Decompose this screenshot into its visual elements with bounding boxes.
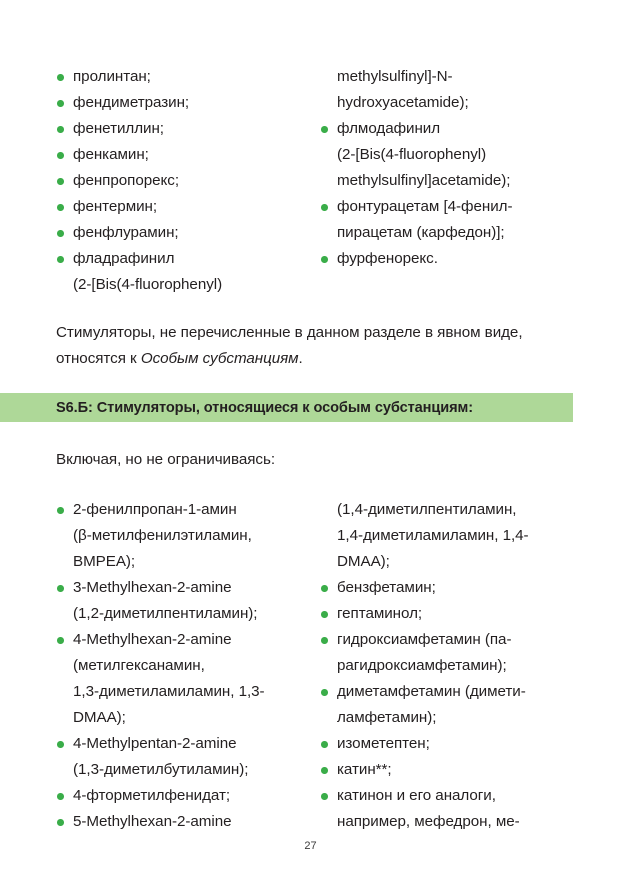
- note-line-2-italic: Особым субстанциям: [140, 350, 299, 367]
- list-item: 4-Methylpentan-2-amine: [56, 731, 316, 757]
- section-header-label: S6.Б: Стимуляторы, относящиеся к особым субстанциям:: [56, 399, 473, 416]
- list-item: 3-Methylhexan-2-amine: [56, 575, 316, 601]
- list-item-continuation: например, мефедрон, ме-: [337, 813, 520, 830]
- note-line-2-plain: виде, относятся к: [56, 324, 523, 367]
- list-top-left-column: [56, 64, 316, 298]
- note-line-1: Стимуляторы, не перечисленные в данном разделе в явном: [56, 324, 481, 341]
- list-item-continuation: DMAA);: [73, 709, 126, 726]
- list-item-continuation: (1,4-диметилпентиламин,: [337, 501, 517, 518]
- list-item-continuation: (2-[Bis(4-fluorophenyl): [73, 276, 223, 293]
- list-item: бензфетамин;: [320, 575, 580, 601]
- list-item: фенпропорекс;: [56, 168, 316, 194]
- list-item: гептаминол;: [320, 601, 580, 627]
- list-item: фенфлурамин;: [56, 220, 316, 246]
- list-item: изометептен;: [320, 731, 580, 757]
- note-line-2-tail: .: [298, 350, 303, 367]
- note-paragraph: [56, 320, 574, 372]
- list-bottom-left-column: [56, 497, 316, 835]
- list-item-continuation: hydroxyacetamide);: [337, 94, 469, 111]
- list-item-continuation: methylsulfinyl]-N-: [337, 68, 453, 85]
- list-item: 4-фторметилфенидат;: [56, 783, 316, 809]
- list-item: катин**;: [320, 757, 580, 783]
- intro-paragraph-text: Включая, но не ограничиваясь:: [56, 451, 275, 468]
- list-item-continuation: рагидроксиамфетамин);: [337, 657, 507, 674]
- list-item: фендиметразин;: [56, 90, 316, 116]
- list-item-continuation: (метилгексанамин,: [73, 657, 205, 674]
- list-item: фонтурацетам [4-фенил-: [320, 194, 580, 220]
- list-item: катинон и его аналоги,: [320, 783, 580, 809]
- list-top-right-column: [320, 64, 580, 298]
- list-item-continuation: (1,3-диметилбутиламин);: [73, 761, 249, 778]
- page-number: 27: [304, 840, 317, 852]
- list-item: пролинтан;: [56, 64, 316, 90]
- bullet-list: [320, 64, 580, 272]
- list-item-continuation: (β-метилфенилэтиламин,: [73, 527, 252, 544]
- list-item-continuation: 1,4-диметиламиламин, 1,4-: [337, 527, 529, 544]
- list-item: фенетиллин;: [56, 116, 316, 142]
- bullet-list: [56, 64, 316, 298]
- list-bottom-right-column: [320, 497, 580, 835]
- list-item-continuation: ламфетамин);: [337, 709, 437, 726]
- list-item: фладрафинил: [56, 246, 316, 272]
- stimulants-list-top: [0, 64, 621, 298]
- list-item: 5-Methylhexan-2-amine: [56, 809, 316, 835]
- list-item: флмодафинил: [320, 116, 580, 142]
- bullet-list: [320, 497, 580, 835]
- list-item: фентермин;: [56, 194, 316, 220]
- section-header-bar: [0, 393, 573, 422]
- list-item: 4-Methylhexan-2-amine: [56, 627, 316, 653]
- list-item: гидроксиамфетамин (па-: [320, 627, 580, 653]
- list-item: 2-фенилпропан-1-амин: [56, 497, 316, 523]
- list-item: фурфенорекс.: [320, 246, 580, 272]
- list-item-continuation: (2-[Bis(4-fluorophenyl): [337, 146, 487, 163]
- list-item-continuation: DMAA);: [337, 553, 390, 570]
- list-item-continuation: пирацетам (карфедон)];: [337, 224, 505, 241]
- list-item-continuation: 1,3-диметиламиламин, 1,3-: [73, 683, 265, 700]
- bullet-list: [56, 497, 316, 835]
- list-item-continuation: (1,2-диметилпентиламин);: [73, 605, 258, 622]
- list-item: диметамфетамин (димети-: [320, 679, 580, 705]
- list-item-continuation: methylsulfinyl]acetamide);: [337, 172, 511, 189]
- stimulants-list-bottom: [0, 497, 621, 835]
- intro-paragraph: [56, 447, 574, 473]
- list-item-continuation: BMPEA);: [73, 553, 136, 570]
- list-item: фенкамин;: [56, 142, 316, 168]
